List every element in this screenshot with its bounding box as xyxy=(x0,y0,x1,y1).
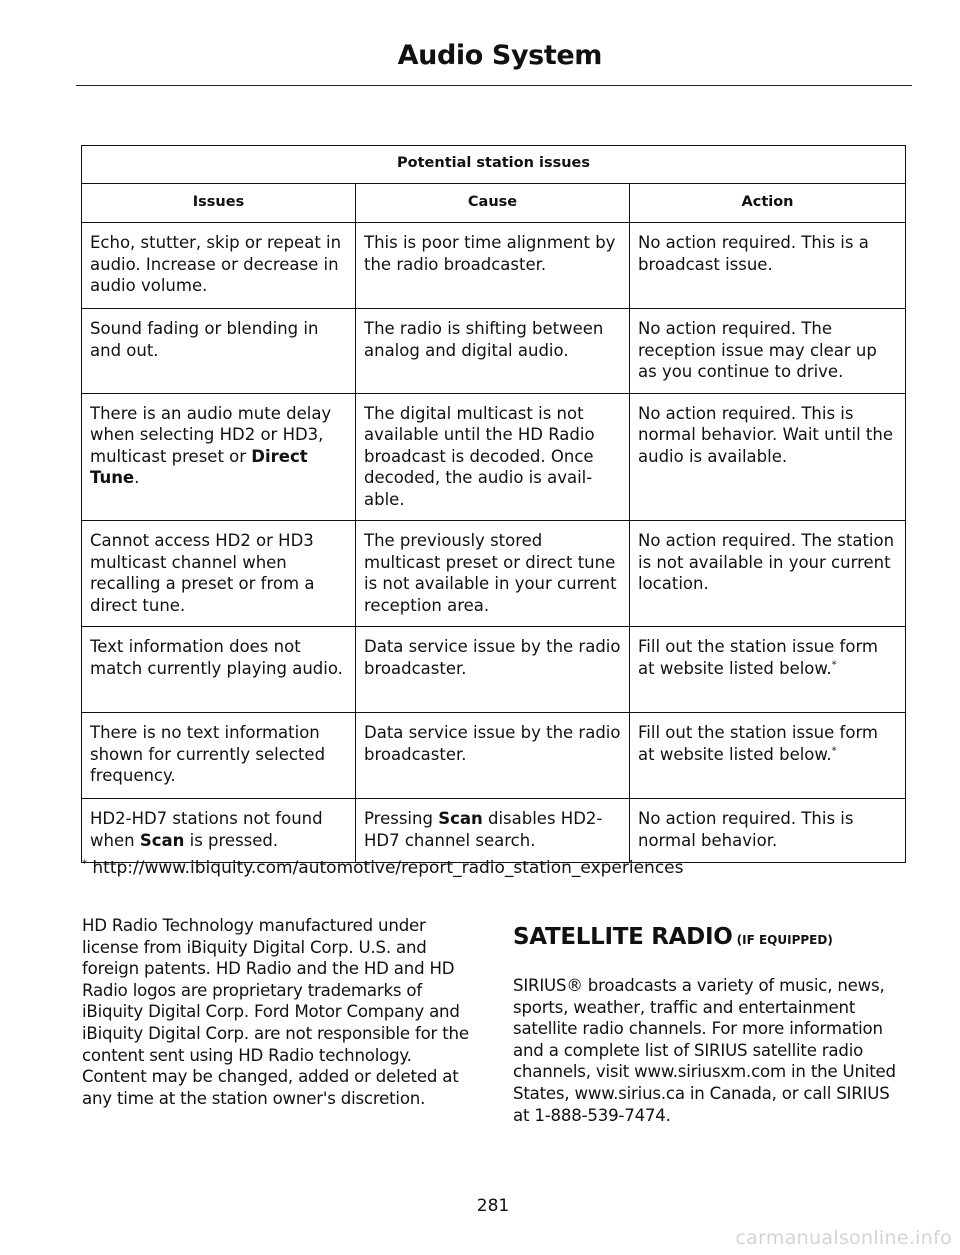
table-caption: Potential station issues xyxy=(82,146,906,184)
heading-note: (IF EQUIPPED) xyxy=(732,933,833,947)
action-cell xyxy=(630,713,906,799)
cause-cell: Data service issue by the radio broadcaster. xyxy=(356,627,630,713)
cause-text-end: disables HD2-HD7 channel search. xyxy=(364,809,603,850)
table-row xyxy=(82,799,906,863)
issue-cell: There is no text information shown for currently selected frequency. xyxy=(82,713,356,799)
action-cell: No action required. This is a broadcast issue. xyxy=(630,223,906,309)
scan-term: Scan xyxy=(139,830,185,850)
issue-text: There is an audio mute delay when selecting HD2 or HD3, multicast preset or xyxy=(90,403,332,466)
satellite-radio-heading xyxy=(513,924,833,950)
action-cell: No action required. The station is not available in your current location. xyxy=(630,521,906,627)
scan-term: Scan xyxy=(438,809,483,828)
cause-cell: This is poor time alignment by the radio broadcaster. xyxy=(356,223,630,309)
cause-text: Pressing xyxy=(364,809,439,828)
footnote xyxy=(82,858,684,878)
table-row xyxy=(82,627,906,713)
issue-cell xyxy=(82,393,356,521)
header-divider xyxy=(76,85,912,86)
section-heading: SATELLITE RADIO xyxy=(513,924,733,950)
page-title: Audio System xyxy=(397,40,602,71)
action-cell xyxy=(630,627,906,713)
action-cell: No action required. This is normal behavior. Wait until the audio is available. xyxy=(630,393,906,521)
watermark: carmanualsonline.info xyxy=(735,1227,952,1249)
footnote-marker: * xyxy=(831,659,837,670)
action-text: Fill out the station issue form at website listed below. xyxy=(638,637,879,678)
column-header-issues: Issues xyxy=(82,183,356,223)
table-row xyxy=(82,223,906,309)
issue-cell: Text information does not match currently playing audio. xyxy=(82,627,356,713)
action-cell: No action required. The reception issue may clear up as you continue to drive. xyxy=(630,309,906,394)
table-header-row xyxy=(82,183,906,223)
issue-text-end: is pressed. xyxy=(184,830,279,850)
footnote-marker: * xyxy=(82,858,87,870)
action-cell: No action required. This is normal behavior. xyxy=(630,799,906,863)
page-number: 281 xyxy=(476,1196,510,1216)
cause-cell: The previously stored multicast preset or direct tune is not available in your current reception area. xyxy=(356,521,630,627)
table-row xyxy=(82,309,906,394)
hd-radio-paragraph: HD Radio Technology manufactured under license from iBiquity Digital Corp. U.S. and foreign patents. HD Radio and the HD and HD Radio logos are proprietary trademarks of iBiquity Digital Corp. Ford Motor Company and iBiquity Digital Corp. are not responsible for the content sent using HD Radio technology. Content may be changed, added or deleted at any time at the station owner's discretion. xyxy=(82,916,469,1108)
station-issues-table xyxy=(81,145,906,863)
table-row xyxy=(82,393,906,521)
cause-cell: Data service issue by the radio broadcaster. xyxy=(356,713,630,799)
column-header-action: Action xyxy=(630,183,906,223)
cause-cell: The digital multicast is not available until the HD Radio broadcast is decoded. Once decoded, the audio is avail-able. xyxy=(356,393,630,521)
cause-cell xyxy=(356,799,630,863)
issue-text-end: . xyxy=(134,468,140,487)
issue-cell: Echo, stutter, skip or repeat in audio. Increase or decrease in audio volume. xyxy=(82,223,356,309)
action-text: Fill out the station issue form at website listed below. xyxy=(638,723,879,764)
cause-cell: The radio is shifting between analog and digital audio. xyxy=(356,309,630,394)
direct-tune-term: Direct Tune xyxy=(90,446,308,487)
issue-cell: Sound fading or blending in and out. xyxy=(82,309,356,394)
table-row xyxy=(82,521,906,627)
table-caption-row xyxy=(82,146,906,184)
footnote-url: http://www.ibiquity.com/automotive/report_radio_station_experiences xyxy=(87,858,684,878)
footnote-marker: * xyxy=(831,745,837,756)
issue-cell xyxy=(82,799,356,863)
satellite-radio-paragraph: SIRIUS® broadcasts a variety of music, news, sports, weather, traffic and entertainment satellite radio channels. For more information and a complete list of SIRIUS satellite radio channels, visit www.siriusxm.com in the United States, www.sirius.ca in Canada, or call SIRIUS at 1-888-539-7474. xyxy=(513,976,896,1125)
issue-cell: Cannot access HD2 or HD3 multicast channel when recalling a preset or from a direct tune. xyxy=(82,521,356,627)
issue-text: HD2-HD7 stations not found when xyxy=(90,809,323,850)
column-header-cause: Cause xyxy=(356,183,630,223)
table-row xyxy=(82,713,906,799)
